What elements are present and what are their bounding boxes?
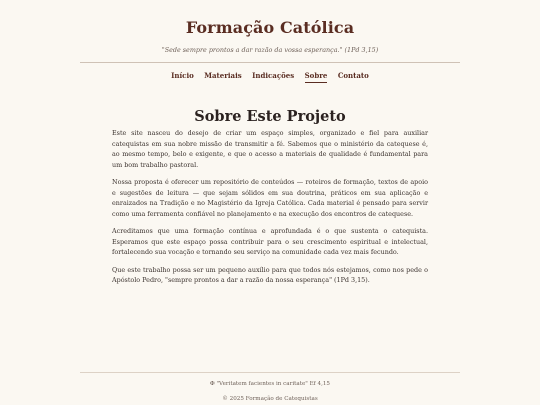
site-tagline: "Sede sempre prontos a dar razão da vossa esperança." (1Pd 3,15): [161, 46, 379, 54]
nav-link-sobre[interactable]: Sobre: [305, 71, 328, 83]
header-divider: [80, 62, 460, 63]
site-title[interactable]: Formação Católica: [185, 18, 355, 37]
nav-link-indicacoes[interactable]: Indicações: [252, 71, 295, 80]
about-paragraph-2: Nossa proposta é oferecer um repositório de conteúdos — roteiros de formação, textos de apoio e sugestões de leitura — que sejam sólidos em sua doutrina, práticos em sua aplicação e enraizados na Tradição e no Magistério da Igreja Católica. Cada material é pensado para servir como uma ferramenta confiável no planejamento e na execução dos encontros de catequese.: [112, 178, 428, 218]
about-paragraph-3: Acreditamos que uma formação contínua e aprofundada é o que sustenta o catequista. Esperamos que este espaço possa contribuir para o seu crescimento espiritual e intelectual, fortalecendo sua vocação e tornando seu serviço na comunidade cada vez mais fecundo.: [112, 227, 428, 256]
page-heading: Sobre Este Projeto: [194, 107, 346, 125]
nav-link-materiais[interactable]: Materiais: [204, 71, 242, 80]
about-paragraph-1: Este site nasceu do desejo de criar um espaço simples, organizado e fiel para auxiliar catequistas em sua nobre missão de transmitir a fé. Sabemos que o ministério da catequese é, ao mesmo tempo, belo e exigente, e que o acesso a materiais de qualidade é fundamental para um bom trabalho pastoral.: [112, 129, 428, 169]
main-nav: [0, 71, 540, 83]
footer-divider: [80, 372, 460, 373]
footer-copyright: © 2025 Formação de Catequistas: [222, 396, 318, 402]
about-paragraph-4: Que este trabalho possa ser um pequeno auxílio para que todos nós estejamos, como nos pede o Apóstolo Pedro, "sempre prontos a dar a razão da nossa esperança" (1Pd 3,15).: [112, 265, 428, 284]
nav-link-inicio[interactable]: Início: [171, 71, 194, 80]
nav-link-contato[interactable]: Contato: [337, 71, 369, 80]
footer-motto: ✠ "Veritatem facientes in caritate" Ef 4,15: [210, 381, 330, 387]
about-content: [112, 128, 428, 293]
